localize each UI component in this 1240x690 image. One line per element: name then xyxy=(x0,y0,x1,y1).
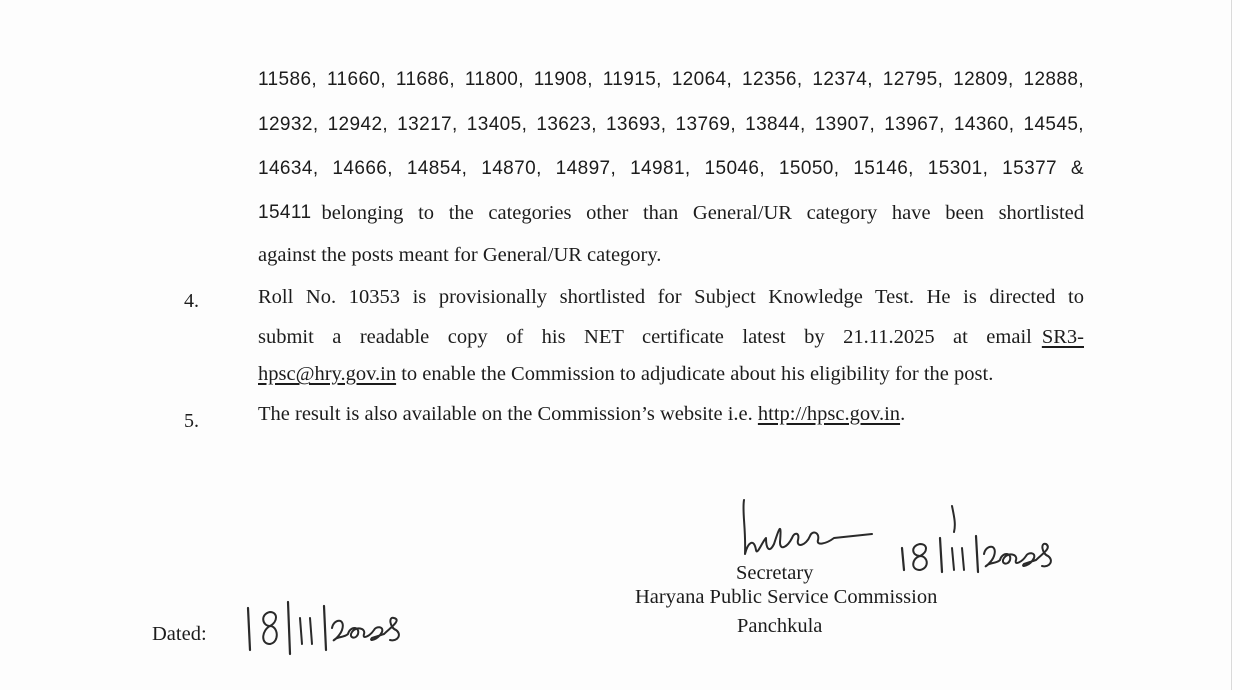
signatory-place: Panchkula xyxy=(737,615,823,637)
page-edge-divider xyxy=(1231,0,1232,690)
roll-numbers-line-2: 12932, 12942, 13217, 13405, 13623, 13693, 13769, 13844, 13907, 13967, 14360, 14545, xyxy=(258,114,1084,135)
paragraph-3-line-5: against the posts meant for General/UR category. xyxy=(258,244,662,266)
item-4-line-2 xyxy=(258,325,1084,349)
email-link-part-1[interactable]: SR3- xyxy=(1041,326,1084,348)
paragraph-3-text: belonging to the categories other than General/UR category have been shortlisted xyxy=(321,202,1084,224)
email-link-part-2[interactable]: hpsc@hry.gov.in xyxy=(258,363,397,385)
item-4-line-1: Roll No. 10353 is provisionally shortlisted for Subject Knowledge Test. He is directed to xyxy=(258,286,1084,308)
paragraph-3-line-4 xyxy=(258,201,1084,225)
roll-number-15411: 15411 xyxy=(258,202,312,223)
roll-numbers-line-3: 14634, 14666, 14854, 14870, 14897, 14981, 15046, 15050, 15146, 15301, 15377 & xyxy=(258,158,1084,179)
item-4-number: 4. xyxy=(184,290,199,312)
signatory-organisation: Haryana Public Service Commission xyxy=(635,586,938,608)
item-5-number: 5. xyxy=(184,410,199,432)
dated-label: Dated: xyxy=(152,623,207,645)
roll-numbers-line-1: 11586, 11660, 11686, 11800, 11908, 11915, 12064, 12356, 12374, 12795, 12809, 12888, xyxy=(258,69,1084,90)
item-5-end: . xyxy=(900,403,906,425)
handwritten-signature xyxy=(736,498,876,570)
website-link[interactable]: http://hpsc.gov.in xyxy=(757,403,901,425)
item-5-line xyxy=(258,402,905,426)
item-4-line-3 xyxy=(258,362,993,386)
item-4-line-2-text: submit a readable copy of his NET certificate latest by 21.11.2025 at email xyxy=(258,326,1032,348)
item-4-line-3-text: to enable the Commission to adjudicate about his eligibility for the post. xyxy=(401,363,994,385)
signatory-title: Secretary xyxy=(736,562,814,584)
item-5-text: The result is also available on the Commission’s website i.e. xyxy=(258,403,753,425)
signature-handwritten-date xyxy=(896,504,1066,574)
dated-handwritten-date xyxy=(242,598,412,658)
